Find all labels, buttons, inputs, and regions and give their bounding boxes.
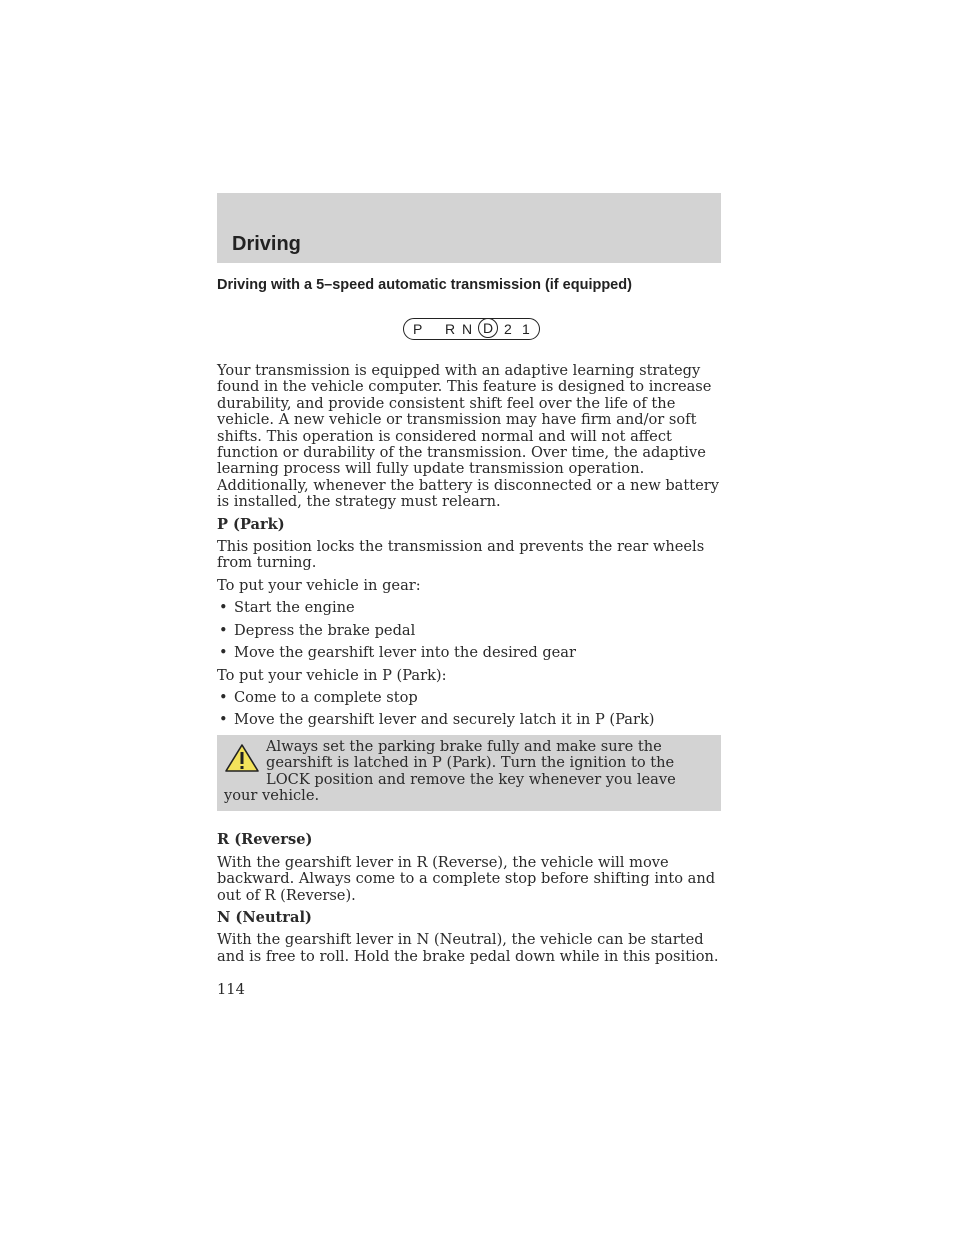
park-label: P (Park): [217, 515, 285, 533]
section-title: Driving with a 5–speed automatic transmission (if equipped): [217, 277, 632, 293]
neutral-label: N (Neutral): [217, 908, 312, 926]
in-park-intro: To put your vehicle in P (Park):: [217, 666, 447, 684]
gear-r: R: [445, 321, 456, 337]
park-description: This position locks the transmission and prevents the rear wheels from turning.: [217, 538, 705, 572]
list-item: • Move the gearshift lever into the desired gear: [217, 645, 723, 661]
chapter-title: Driving: [232, 233, 301, 255]
in-gear-steps: [217, 600, 723, 661]
intro-paragraph: Your transmission is equipped with an adaptive learning strategy found in the vehicle computer. This feature is designed to increase durability, and provide consistent shift feel over the life of the vehicle. A new vehicle or transmission may have firm and/or soft shifts. This operation is considered normal and will not affect function or durability of the transmission. Over time, the adaptive learning process will fully update transmission operation. Additionally, whenever the battery is disconnected or a new battery is installed, the strategy must relearn.: [217, 362, 719, 511]
gear-d-selected: D: [478, 318, 498, 338]
neutral-description: With the gearshift lever in N (Neutral), the vehicle can be started and is free to roll. Hold the brake pedal down while in this position.: [217, 931, 719, 965]
list-item: • Come to a complete stop: [217, 690, 723, 706]
gear-1: 1: [522, 321, 530, 337]
reverse-label: R (Reverse): [217, 831, 313, 849]
reverse-description: With the gearshift lever in R (Reverse), the vehicle will move backward. Always come to a complete stop before shifting into and out of R (Reverse).: [217, 853, 716, 904]
list-item: • Move the gearshift lever and securely latch it in P (Park): [217, 712, 723, 728]
gear-n: N: [462, 321, 473, 337]
gear-indicator: [403, 318, 540, 340]
gear-2: 2: [504, 321, 512, 337]
list-item: • Depress the brake pedal: [217, 623, 723, 639]
page-content: [217, 363, 723, 971]
in-gear-intro: To put your vehicle in gear:: [217, 576, 421, 594]
gear-p: P: [413, 321, 423, 337]
in-park-steps: [217, 690, 723, 729]
list-item: • Start the engine: [217, 600, 723, 616]
warning-triangle-icon: [224, 743, 260, 773]
warning-text: Always set the parking brake fully and make sure the gearshift is latched in P (Park). Turn the ignition to the LOCK position and remove the key whenever you leave your vehicle.: [224, 737, 676, 804]
chapter-header-band: [217, 193, 721, 263]
warning-box: [217, 735, 721, 812]
page-number: 114: [217, 981, 245, 998]
